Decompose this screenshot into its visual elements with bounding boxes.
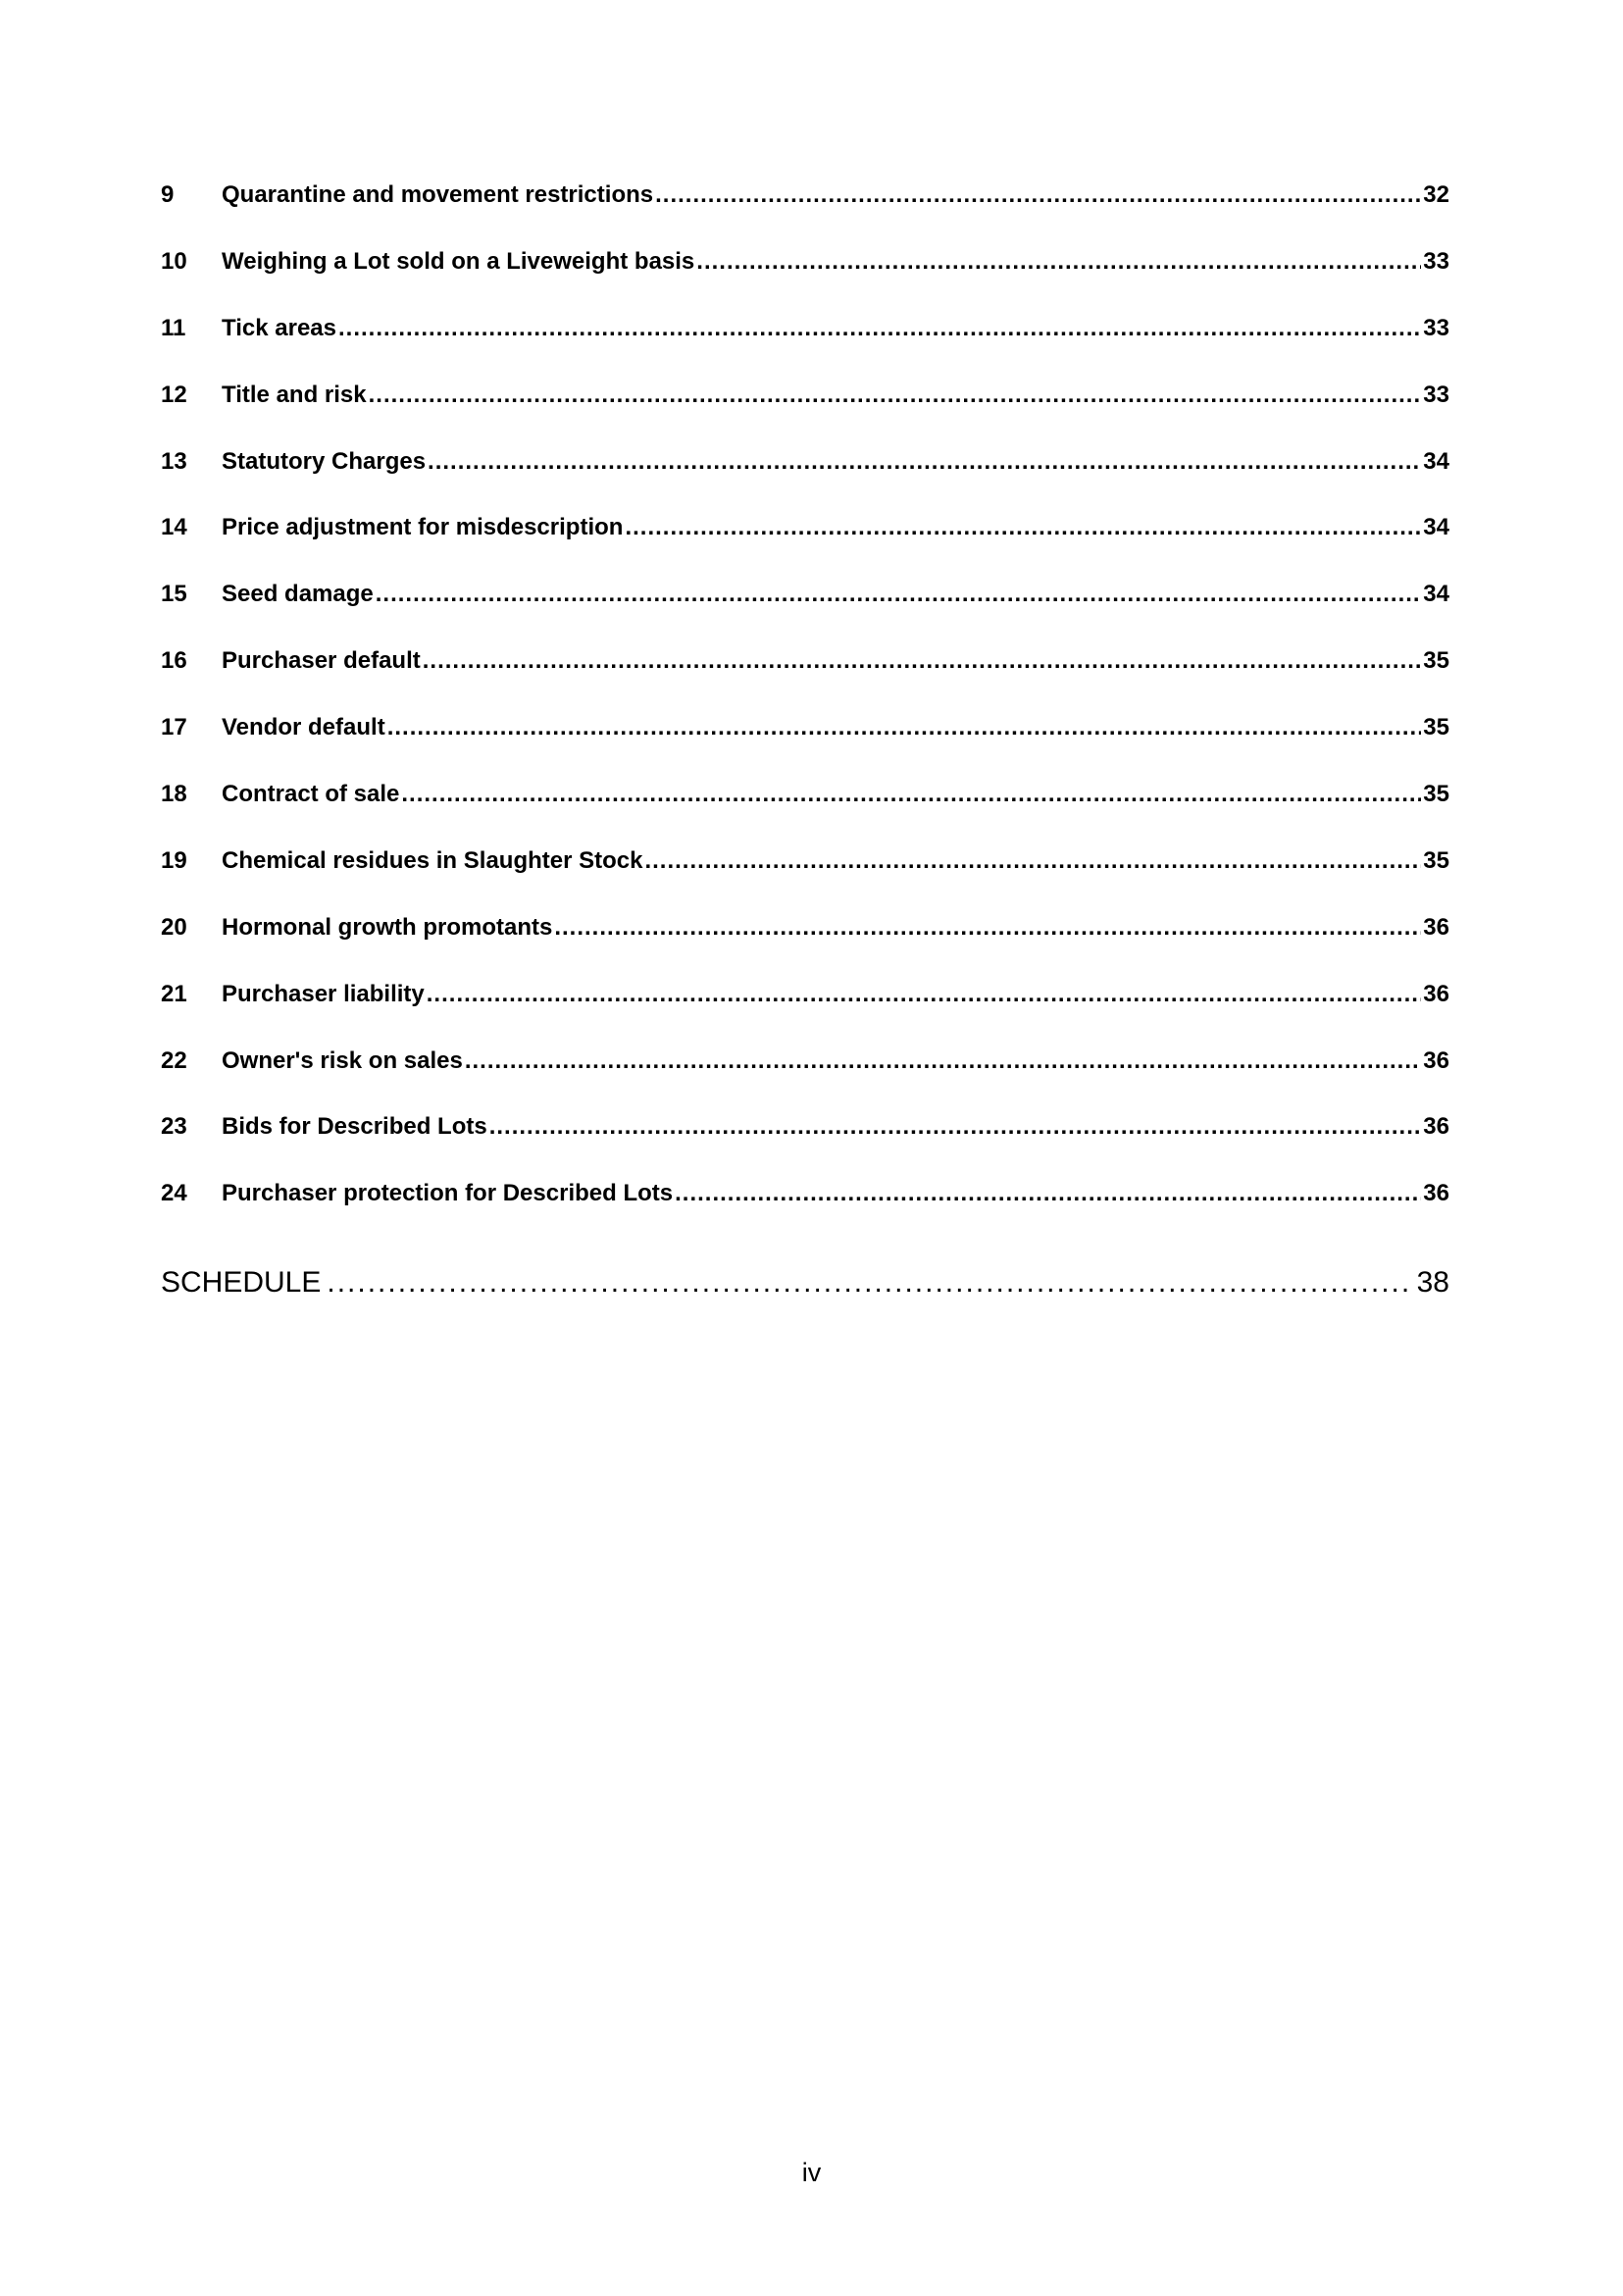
toc-entry-title: Seed damage	[222, 581, 374, 608]
toc-entry[interactable]	[161, 1047, 1449, 1114]
toc-entry-title: Bids for Described Lots	[222, 1113, 487, 1141]
table-of-contents	[161, 181, 1449, 1247]
toc-entry-title: Vendor default	[222, 714, 385, 741]
toc-entry[interactable]	[161, 714, 1449, 781]
toc-entry-number: 12	[161, 381, 187, 408]
toc-dot-leader	[376, 581, 1422, 608]
toc-entry[interactable]	[161, 1113, 1449, 1180]
toc-entry-title: Purchaser default	[222, 647, 421, 675]
toc-entry-title: Quarantine and movement restrictions	[222, 181, 654, 208]
toc-schedule-entry[interactable]	[161, 1266, 1449, 1300]
toc-entry-page: 34	[1423, 514, 1449, 541]
toc-dot-leader	[489, 1113, 1422, 1141]
toc-entry-number: 19	[161, 846, 187, 874]
toc-entry[interactable]	[161, 315, 1449, 382]
toc-entry-number: 24	[161, 1180, 187, 1207]
toc-entry-page: 36	[1423, 980, 1449, 1007]
toc-entry-title: Chemical residues in Slaughter Stock	[222, 846, 643, 874]
toc-dot-leader	[338, 315, 1421, 342]
toc-entry-page: 36	[1423, 1113, 1449, 1141]
toc-entry-number: 18	[161, 781, 187, 808]
toc-dot-leader	[465, 1047, 1421, 1075]
toc-entry[interactable]	[161, 382, 1449, 448]
toc-dot-leader	[696, 248, 1421, 276]
toc-entry[interactable]	[161, 581, 1449, 647]
toc-entry-page: 34	[1423, 447, 1449, 475]
toc-entry-title: Price adjustment for misdescription	[222, 514, 624, 541]
toc-entry-title: Contract of sale	[222, 781, 400, 808]
toc-dot-leader	[369, 382, 1422, 409]
toc-entry-page: 36	[1423, 1046, 1449, 1074]
toc-dot-leader	[655, 181, 1421, 209]
toc-entry[interactable]	[161, 248, 1449, 315]
toc-entry-title: Hormonal growth promotants	[222, 913, 553, 941]
toc-entry-page: 36	[1423, 913, 1449, 941]
toc-entry[interactable]	[161, 914, 1449, 981]
toc-schedule-title: SCHEDULE	[161, 1266, 322, 1299]
page-number: iv	[801, 2158, 822, 2187]
toc-entry[interactable]	[161, 181, 1449, 248]
toc-entry-title: Purchaser protection for Described Lots	[222, 1180, 674, 1207]
toc-dot-leader	[644, 847, 1421, 875]
toc-entry-number: 20	[161, 913, 187, 941]
toc-entry[interactable]	[161, 448, 1449, 515]
toc-entry-number: 11	[161, 314, 186, 341]
toc-entry-page: 35	[1423, 714, 1449, 741]
toc-dot-leader	[423, 647, 1422, 675]
toc-dot-leader	[387, 714, 1422, 741]
toc-entry[interactable]	[161, 647, 1449, 714]
toc-entry-number: 14	[161, 514, 187, 541]
toc-entry-title: Owner's risk on sales	[222, 1046, 463, 1074]
toc-dot-leader	[327, 1266, 1410, 1300]
toc-entry[interactable]	[161, 981, 1449, 1047]
toc-entry-page: 34	[1423, 581, 1449, 608]
toc-dot-leader	[554, 914, 1421, 942]
toc-entry-page: 33	[1423, 314, 1449, 341]
toc-dot-leader	[428, 448, 1421, 476]
toc-entry-number: 15	[161, 581, 187, 608]
toc-entry-number: 17	[161, 714, 187, 741]
toc-entry-title: Title and risk	[222, 381, 367, 408]
toc-entry-number: 16	[161, 647, 187, 675]
toc-entry-number: 22	[161, 1046, 187, 1074]
toc-entry-title: Tick areas	[222, 314, 336, 341]
toc-entry-page: 36	[1423, 1180, 1449, 1207]
toc-entry-page: 33	[1423, 247, 1449, 275]
toc-entry-page: 35	[1423, 846, 1449, 874]
toc-entry-title: Weighing a Lot sold on a Liveweight basis	[222, 247, 695, 275]
toc-entry[interactable]	[161, 847, 1449, 914]
toc-entry-number: 23	[161, 1113, 187, 1141]
toc-entry-page: 33	[1423, 381, 1449, 408]
toc-entry-page: 35	[1423, 647, 1449, 675]
toc-entry-number: 21	[161, 980, 187, 1007]
toc-entry-page: 35	[1423, 781, 1449, 808]
toc-entry[interactable]	[161, 781, 1449, 847]
toc-entry[interactable]	[161, 514, 1449, 581]
toc-entry-number: 9	[161, 181, 175, 208]
toc-dot-leader	[625, 514, 1421, 541]
toc-entry[interactable]	[161, 1180, 1449, 1247]
toc-schedule-page: 38	[1416, 1266, 1449, 1299]
toc-entry-number: 13	[161, 447, 187, 475]
toc-entry-title: Statutory Charges	[222, 447, 427, 475]
toc-entry-title: Purchaser liability	[222, 980, 425, 1007]
toc-entry-page: 32	[1423, 181, 1449, 208]
toc-dot-leader	[427, 981, 1422, 1008]
toc-dot-leader	[401, 781, 1421, 808]
toc-entry-number: 10	[161, 247, 187, 275]
toc-dot-leader	[675, 1180, 1421, 1207]
